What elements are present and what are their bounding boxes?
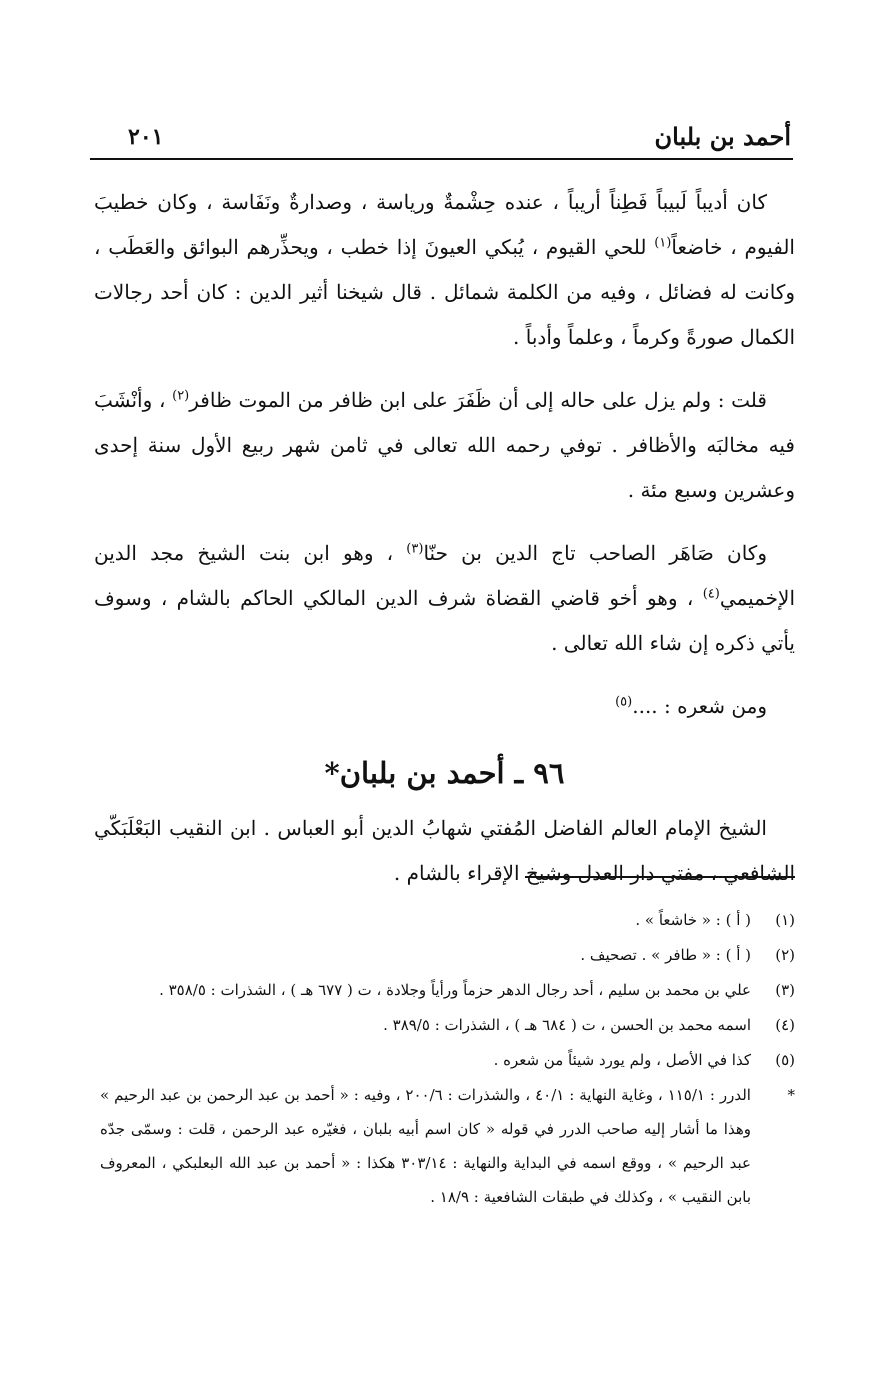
footnote-ref-1: (١) xyxy=(654,235,672,251)
paragraph-1-continuation: للحي القيوم ، يُبكي العيونَ إذا خطب ، ويحذِّرهم البوائق والعَطَب ، وكانت له فضائل ، وفيه من الكلمة شمائل . قال شيخنا أثير الدين : كان أحد رجالات الكمال صورةً وكرماً ، وعلماً وأدباً . xyxy=(94,235,795,349)
paragraph-3-continuation: ، وهو أخو قاضي القضاة شرف الدين المالكي الحاكم بالشام ، وسوف يأتي ذكره إن شاء الله تعالى . xyxy=(94,586,795,655)
footnote-text: علي بن محمد بن سليم ، أحد رجال الدهر حزماً ورأياً وجلادة ، ت ( ٦٧٧ هـ ) ، الشذرات : ٣٥٨/٥ . xyxy=(159,981,751,999)
paragraph-4 xyxy=(94,684,795,729)
footnote-ref-2: (٢) xyxy=(172,388,190,404)
footnote-2 xyxy=(100,938,795,973)
footnotes xyxy=(100,903,795,1214)
footnote-text: اسمه محمد بن الحسن ، ت ( ٦٨٤ هـ ) ، الشذرات : ٣٨٩/٥ . xyxy=(383,1016,751,1034)
footnote-4 xyxy=(100,1008,795,1043)
footnote-1 xyxy=(100,903,795,938)
running-title: أحمد بن بلبان xyxy=(654,122,791,151)
footnote-ref-4: (٤) xyxy=(702,586,720,602)
paragraph-4-text: ومن شعره : .... xyxy=(632,694,767,718)
paragraph-2-continuation: ، وأنْشَبَ فيه مخالبَه والأظافر . توفي رحمه الله تعالى في ثامن شهر ربيع الأول سنة إحدى وعشرين وسبع مئة . xyxy=(94,388,795,502)
paragraph-3-text: وكان صَاهَر الصاحب تاج الدين بن حنّا xyxy=(423,541,767,565)
entry-heading: ٩٦ ـ أحمد بن بلبان* xyxy=(324,756,565,790)
running-header xyxy=(90,118,793,160)
footnote-3 xyxy=(100,973,795,1008)
footnote-text: كذا في الأصل ، ولم يورد شيئاً من شعره . xyxy=(493,1051,751,1069)
footnote-number: (١) xyxy=(775,911,795,929)
footnote-text: ( أ ) : « خاشعاً » . xyxy=(635,911,751,929)
page-number: ٢٠١ xyxy=(128,124,164,150)
paragraph-1-text: كان أديباً لَبيباً فَطِناً أريباً ، عنده حِشْمةٌ ورياسة ، وصدارةٌ ونَفَاسة ، وكان خطيبَ الفيوم ، خاضعاً xyxy=(94,190,795,259)
paragraph-2-text: قلت : ولم يزل على حاله إلى أن ظَفَرَ على ابن ظافر من الموت ظافر xyxy=(189,388,767,412)
paragraph-3-middle: ، وهو ابن بنت الشيخ مجد الدين الإخميمي xyxy=(94,541,795,610)
paragraph-5: الشيخ الإمام العالم الفاضل المُفتي شهابُ الدين أبو العباس . ابن النقيب البَعْلَبَكّي الشافعي ، مفتي دار العدل وشيخ الإقراء بالشام . xyxy=(94,816,795,885)
footnote-number: (٥) xyxy=(775,1051,795,1069)
main-text xyxy=(94,180,795,914)
footnote-5 xyxy=(100,1043,795,1078)
paragraph-2 xyxy=(94,378,795,513)
footnote-separator xyxy=(525,876,795,878)
footnote-number: (٢) xyxy=(775,946,795,964)
footnote-star xyxy=(100,1078,795,1214)
footnote-number: * xyxy=(787,1086,795,1104)
footnote-ref-3: (٣) xyxy=(406,541,424,557)
paragraph-3 xyxy=(94,531,795,666)
footnote-number: (٣) xyxy=(775,981,795,999)
footnote-text: ( أ ) : « طافر » . تصحيف . xyxy=(580,946,751,964)
footnote-number: (٤) xyxy=(775,1016,795,1034)
paragraph-1 xyxy=(94,180,795,360)
footnote-text: الدرر : ١١٥/١ ، وغاية النهاية : ٤٠/١ ، والشذرات : ٢٠٠/٦ ، وفيه : « أحمد بن عبد الرحمن بن عبد الرحيم » وهذا ما أشار إليه صاحب الدرر في قوله « كان اسم أبيه بلبان ، فغيّره عبد الرحمن ، قلت : وسمّى جدّه عبد الرحيم » ، ووقع اسمه في البداية والنهاية : ٣٠٣/١٤ هكذا : « أحمد بن عبد الله البعلبكي ، المعروف بابن النقيب » ، وكذلك في طبقات الشافعية : ١٨/٩ . xyxy=(100,1086,752,1206)
footnote-ref-5: (٥) xyxy=(615,694,633,710)
